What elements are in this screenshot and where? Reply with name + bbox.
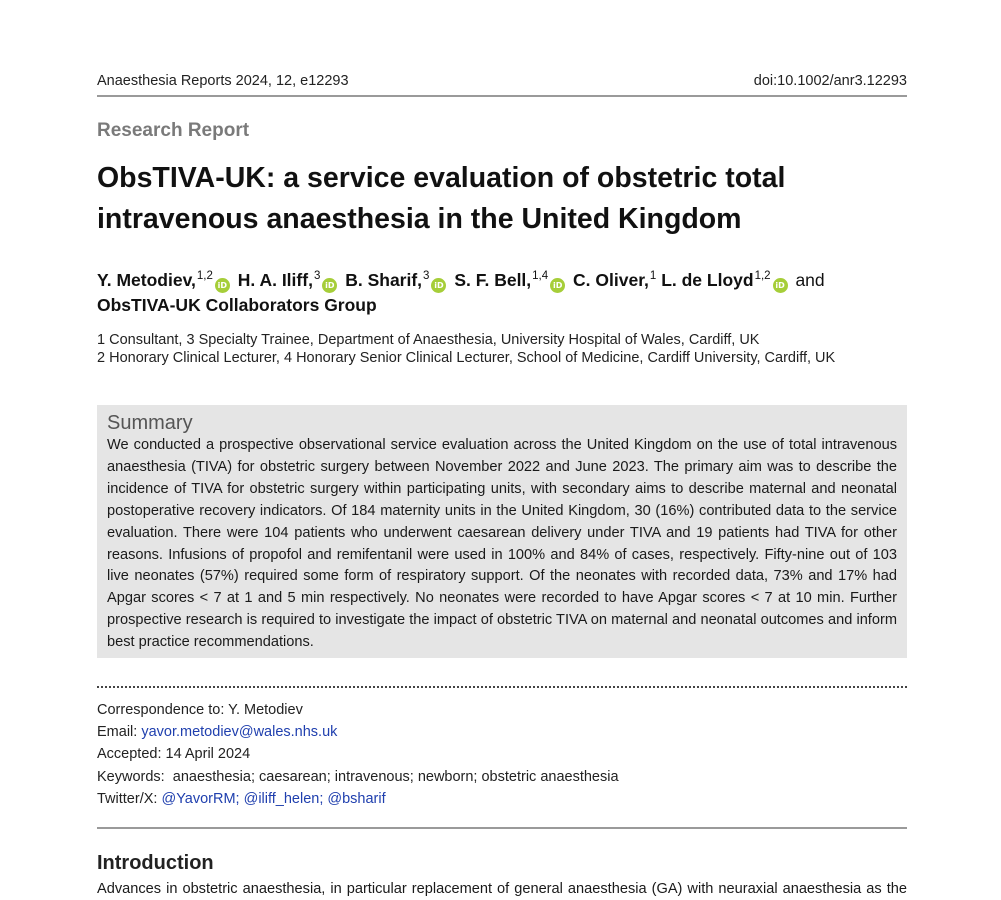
article-type: Research Report <box>97 120 250 141</box>
affiliation-line: 2 Honorary Clinical Lecturer, 4 Honorary Senior Clinical Lecturer, School of Medicine, Cardiff University, Cardiff, UK <box>97 350 836 366</box>
keywords: anaesthesia; caesarean; intravenous; newborn; obstetric anaesthesia <box>172 768 619 785</box>
author-name: Y. Metodiev, <box>97 270 196 290</box>
author-affiliation-marker: 1,4 <box>532 270 549 282</box>
summary-heading: Summary <box>107 412 193 434</box>
affiliations <box>97 331 907 367</box>
author-affiliation-marker: 1 <box>649 270 657 282</box>
twitter-handles[interactable]: @YavorRM; @iliff_helen; @bsharif <box>161 790 386 807</box>
introduction-heading: Introduction <box>97 852 214 874</box>
email-link[interactable]: yavor.metodiev@wales.nhs.uk <box>141 724 338 741</box>
section-divider <box>97 827 907 829</box>
correspondence-name: Y. Metodiev <box>228 702 303 718</box>
correspondence-row <box>97 699 907 721</box>
orcid-icon[interactable]: iD <box>431 278 446 293</box>
header-divider <box>97 95 907 97</box>
twitter-label: Twitter/X: <box>97 790 158 807</box>
keywords-row <box>97 766 907 788</box>
email-row <box>97 721 907 743</box>
twitter-row <box>97 788 907 810</box>
summary-text: We conducted a prospective observational service evaluation across the United Kingdom on the use of total intravenous anaesthesia (TIVA) for obstetric surgery between November 2022 and June 2023. The primary aim was to describe the incidence of TIVA for obstetric surgery within participating units, with secondary aims to describe maternal and neonatal postoperative recovery indicators. Of 184 maternity units in the United Kingdom, 30 (16%) contributed data to the service evaluation. There were 104 patients who underwent caesarean delivery under TIVA and 19 patients had TIVA for other reasons. Infusions of propofol and remifentanil were used in 100% and 84% of cases, respectively. Fifty-nine out of 103 live neonates (57%) required some form of respiratory support. Of the neonates with recorded data, 73% and 17% had Apgar scores < 7 at 1 and 5 min respectively. No neonates were recorded to have Apgar scores < 7 at 10 min. Further prospective research is required to investigate the impact of obstetric TIVA on maternal and neonatal outcomes and inform best practice recommendations. <box>107 437 897 651</box>
orcid-icon[interactable]: iD <box>550 278 565 293</box>
orcid-icon[interactable]: iD <box>215 278 230 293</box>
author-affiliation-marker: 3 <box>423 270 430 282</box>
author-list <box>97 264 907 318</box>
article-metadata <box>97 699 907 810</box>
keywords-label: Keywords: <box>97 768 165 785</box>
author-name: H. A. Iliff, <box>237 270 313 290</box>
dotted-divider <box>97 686 907 688</box>
email-label: Email: <box>97 724 138 741</box>
accepted-label: Accepted: <box>97 746 162 763</box>
author-affiliation-marker: 1,2 <box>196 270 213 282</box>
orcid-icon[interactable]: iD <box>773 278 788 293</box>
running-header <box>97 73 907 89</box>
author-conjunction: and <box>795 270 825 290</box>
author-name: C. Oliver, <box>573 270 649 290</box>
doi: doi:10.1002/anr3.12293 <box>753 73 907 89</box>
author-name: B. Sharif, <box>345 270 423 290</box>
introduction-text: Advances in obstetric anaesthesia, in particular replacement of general anaesthesia (GA) with neuraxial anaesthesia as the <box>97 881 907 897</box>
group-author: ObsTIVA-UK Collaborators Group <box>97 295 377 315</box>
author-name: L. de Lloyd <box>661 270 754 290</box>
author-affiliation-marker: 1,2 <box>754 270 771 282</box>
author-affiliation-marker: 3 <box>313 270 321 282</box>
journal-citation: Anaesthesia Reports 2024, 12, e12293 <box>97 73 349 89</box>
article-title: ObsTIVA-UK: a service evaluation of obstetric total intravenous anaesthesia in the United Kingdom <box>97 162 786 235</box>
accepted-row <box>97 743 907 765</box>
author-name: S. F. Bell, <box>454 270 532 290</box>
summary-box <box>97 405 907 658</box>
correspondence-label: Correspondence to: <box>97 702 225 718</box>
orcid-icon[interactable]: iD <box>322 278 337 293</box>
accepted-date: 14 April 2024 <box>165 746 251 763</box>
affiliation-line: 1 Consultant, 3 Specialty Trainee, Department of Anaesthesia, University Hospital of Wales, Cardiff, UK <box>97 332 760 348</box>
